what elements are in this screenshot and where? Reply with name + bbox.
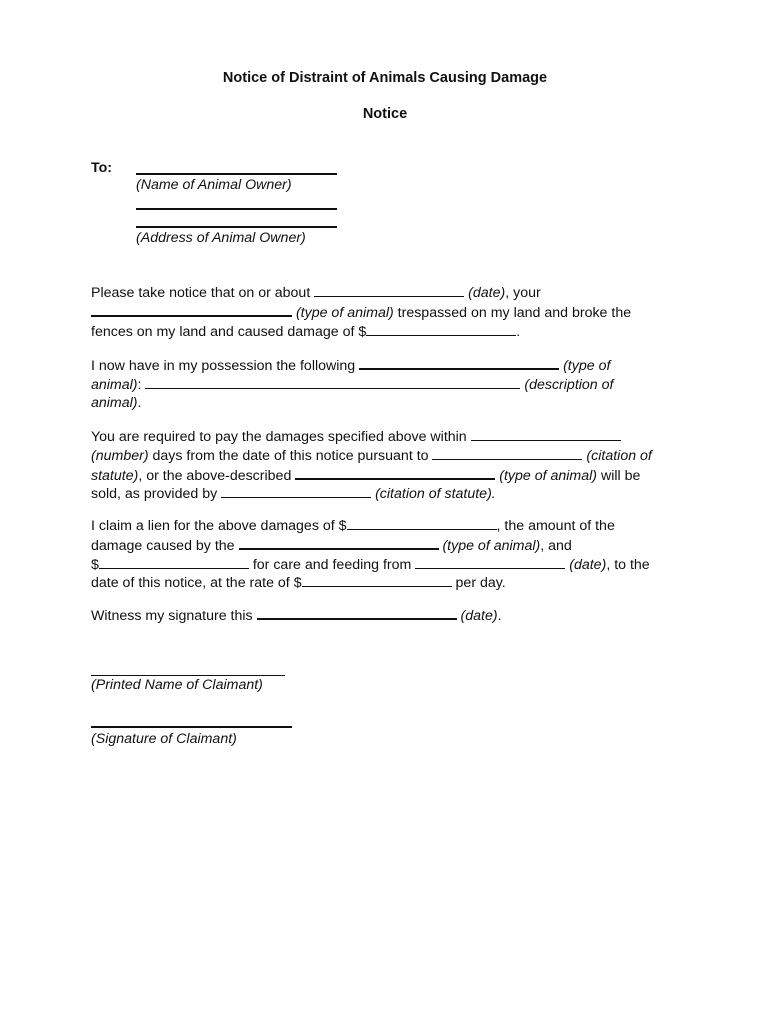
paragraph-line — [91, 536, 691, 556]
animal-type-blank[interactable] — [359, 356, 559, 370]
statute-caption: (citation of statute). — [371, 486, 496, 503]
care-amount-blank[interactable] — [99, 556, 249, 569]
animal-description-blank[interactable] — [145, 376, 520, 389]
paragraph-text: . — [137, 394, 142, 411]
paragraph-text: Witness my signature this — [91, 608, 257, 624]
animal-caption: animal) — [91, 376, 138, 393]
paragraph-text: fences on my land and caused damage of $ — [91, 323, 367, 340]
document-title: Notice of Distraint of Animals Causing Damage — [222, 70, 548, 86]
paragraph-payment — [91, 428, 691, 504]
date-blank[interactable] — [314, 284, 464, 297]
paragraph-line — [91, 284, 691, 303]
paragraph-line — [91, 395, 691, 413]
animal-type-caption: (type of animal) — [495, 467, 597, 484]
paragraph-line — [91, 606, 691, 626]
number-caption: (number) — [91, 447, 149, 464]
statute-caption: (citation of — [582, 447, 652, 464]
paragraph-line — [91, 376, 691, 395]
paragraph-line — [91, 447, 691, 466]
animal-caption: animal) — [91, 394, 138, 411]
paragraph-text: . — [497, 608, 502, 624]
paragraph-text: : — [137, 376, 146, 393]
paragraph-line — [91, 323, 691, 342]
owner-address-line-1[interactable] — [136, 208, 337, 210]
owner-address-caption: (Address of Animal Owner) — [136, 230, 306, 246]
paragraph-text: for care and feeding from — [248, 556, 416, 573]
paragraph-text: days from the date of this notice pursuant to — [148, 447, 433, 464]
signature-line[interactable] — [91, 726, 292, 728]
paragraph-text: Please take notice that on or about — [91, 285, 315, 301]
paragraph-line — [91, 428, 691, 447]
paragraph-line — [91, 466, 691, 486]
signature-date-blank[interactable] — [257, 606, 457, 620]
paragraph-possession — [91, 356, 691, 412]
printed-name-caption: (Printed Name of Claimant) — [91, 677, 263, 693]
statute-caption: statute) — [91, 467, 139, 484]
paragraph-text: trespassed on my land and broke the — [393, 304, 632, 321]
daily-rate-blank[interactable] — [302, 574, 452, 587]
paragraph-text: , or the above-described — [138, 467, 296, 484]
paragraph-line — [91, 574, 691, 593]
statute-citation-blank[interactable] — [432, 447, 582, 460]
paragraph-text: , your — [505, 285, 541, 301]
to-label: To: — [91, 160, 113, 176]
animal-type-blank[interactable] — [295, 466, 495, 480]
paragraph-text: per day. — [451, 575, 506, 592]
owner-name-caption: (Name of Animal Owner) — [136, 177, 292, 193]
paragraph-line — [91, 356, 691, 376]
paragraph-text: , and — [540, 537, 572, 554]
paragraph-text: I now have in my possession the following — [91, 358, 360, 374]
animal-type-blank[interactable] — [91, 303, 292, 317]
paragraph-line — [91, 517, 691, 536]
lien-amount-blank[interactable] — [347, 517, 497, 530]
paragraph-line — [91, 556, 691, 575]
paragraph-text: sold, as provided by — [91, 486, 222, 503]
paragraph-line — [91, 303, 691, 323]
animal-type-caption: (type of animal) — [438, 537, 541, 554]
care-start-date-blank[interactable] — [415, 556, 565, 569]
signature-caption: (Signature of Claimant) — [91, 731, 237, 747]
paragraph-text: will be — [597, 467, 641, 484]
paragraph-text: You are required to pay the damages specified above within — [91, 429, 471, 445]
animal-type-caption: (type of — [559, 358, 611, 374]
date-caption: (date) — [565, 556, 607, 573]
paragraph-witness — [91, 606, 691, 626]
paragraph-text: $ — [91, 556, 99, 573]
paragraph-line — [91, 485, 691, 504]
paragraph-text: date of this notice, at the rate of $ — [91, 575, 302, 592]
animal-type-blank[interactable] — [239, 536, 439, 550]
owner-address-line-2[interactable] — [136, 226, 337, 228]
damage-amount-blank[interactable] — [366, 323, 516, 336]
paragraph-text: I claim a lien for the above damages of $ — [91, 518, 347, 534]
printed-name-line[interactable] — [91, 675, 285, 676]
paragraph-text: damage caused by the — [91, 537, 239, 554]
paragraph-lien — [91, 517, 691, 593]
description-caption: (description of — [520, 376, 614, 393]
date-caption: (date) — [456, 608, 498, 624]
owner-name-line[interactable] — [136, 173, 337, 175]
statute-citation-blank[interactable] — [221, 485, 371, 498]
paragraph-text: , to the — [606, 556, 650, 573]
date-caption: (date) — [468, 285, 506, 301]
paragraph-text: , the amount of the — [496, 518, 615, 534]
paragraph-trespass — [91, 284, 691, 341]
document-subtitle: Notice — [362, 106, 408, 122]
paragraph-text: . — [516, 323, 521, 340]
animal-type-caption: (type of animal) — [292, 304, 394, 321]
days-number-blank[interactable] — [471, 428, 621, 441]
